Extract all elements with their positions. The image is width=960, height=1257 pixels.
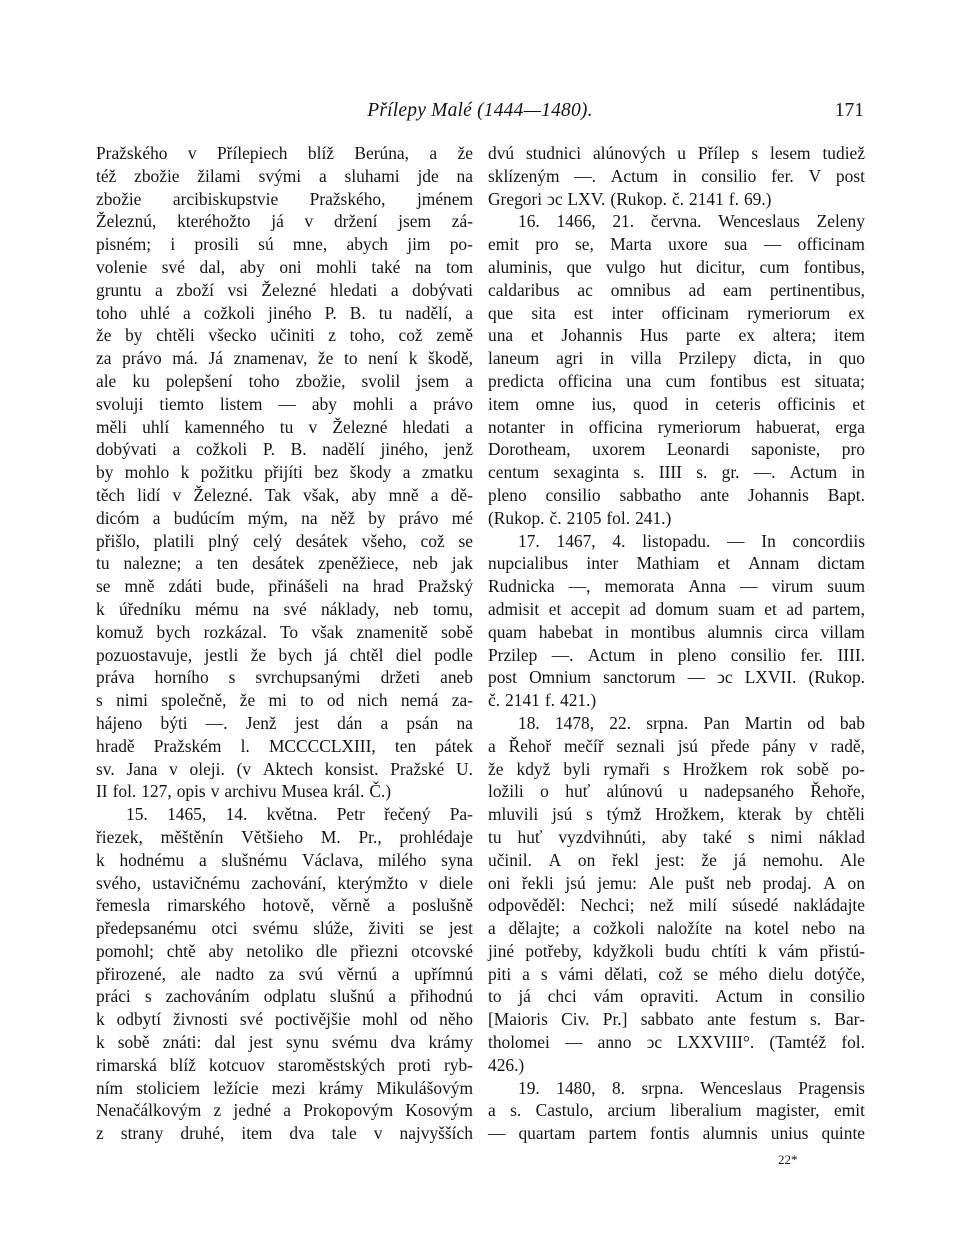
text-line: dvú studnici alúnových u Přílep s lesem tudiež bbox=[488, 143, 865, 163]
text-line: volenie své dal, aby oni mohli také na tom bbox=[96, 256, 473, 277]
text-line: tholomei — anno ↄc LXXVIII°. (Tamtéž fol. bbox=[488, 1032, 865, 1053]
text-line: una et Johannis Hus parte ex altera; item bbox=[488, 325, 865, 346]
text-line: by mohlo k požitku přijíti bez škody a zmatku bbox=[96, 462, 473, 483]
text-line: que sita est inter officinam rymeriorum ex bbox=[488, 302, 865, 323]
text-line: ale ku polepšení toho zbožie, svolil jsem a bbox=[96, 370, 473, 391]
text-line: nupcialibus inter Mathiam et Annam dictam bbox=[488, 553, 865, 574]
left-column bbox=[96, 142, 473, 1145]
text-line: s nimi společně, že mi to od nich nemá za- bbox=[96, 690, 473, 711]
text-line: odpověděl: Nechci; než milí súsedé nakládajte bbox=[488, 895, 865, 916]
text-line: Gregori ↄc LXV. (Rukop. č. 2141 f. 69.) bbox=[488, 188, 772, 209]
text-line: toho uhlé a cožkoli jiného P. B. tu nadělí, a bbox=[96, 302, 473, 323]
text-line: řiezek, měštěnín Většieho M. Pr., prohlédaje bbox=[96, 826, 473, 847]
text-line: těch lidí v Železné. Tak však, aby mně a dě- bbox=[96, 484, 473, 505]
text-line: učinil. A on řekl jest: že já nemohu. Ale bbox=[488, 849, 865, 870]
text-line: tu huť vyzdvihnúti, aby také s nimi náklad bbox=[488, 826, 865, 847]
text-line: k sobě znáti: dal jest synu svému dva krámy bbox=[96, 1032, 473, 1053]
text-line: 18. 1478, 22. srpna. Pan Martin od bab bbox=[518, 712, 865, 733]
text-line: 19. 1480, 8. srpna. Wenceslaus Pragensis bbox=[518, 1077, 865, 1098]
text-line: že by chtěli všecko učiniti z toho, což země bbox=[96, 325, 473, 346]
text-line: Rudnicka —, memorata Anna — virum suum bbox=[488, 576, 865, 597]
text-line: post Omnium sanctorum — ↄc LXVII. (Rukop. bbox=[488, 667, 865, 688]
text-line: 16. 1466, 21. června. Wenceslaus Zeleny bbox=[518, 211, 865, 232]
text-line: 426.) bbox=[488, 1054, 525, 1075]
text-line: přišlo, platili plný celý desátek všeho, což se bbox=[96, 530, 473, 551]
text-line: pleno consilio sabbatho ante Johannis Bapt. bbox=[488, 484, 865, 505]
text-line: laneum agri in villa Przilepy dicta, in quo bbox=[488, 348, 865, 369]
text-line: za právo má. Já znamenav, že to není k škodě, bbox=[96, 348, 473, 369]
text-line: 15. 1465, 14. května. Petr řečený Pa- bbox=[126, 804, 473, 825]
text-line: admisit et accepit ad domum suam et ad partem, bbox=[488, 598, 865, 619]
text-line: (Rukop. č. 2105 fol. 241.) bbox=[488, 507, 672, 528]
text-line: Przilep —. Actum in pleno consilio fer. IIII. bbox=[488, 644, 865, 665]
text-line: ním stoliciem ležície mezi krámy Mikulášovým bbox=[96, 1077, 473, 1098]
text-line: aluminis, que vulgo hut dicitur, cum fontibus, bbox=[488, 256, 865, 277]
text-line: quam habebat in montibus alumnis circa villam bbox=[488, 621, 865, 642]
text-line: Pražského v Přílepiech blíž Berúna, a že bbox=[96, 143, 473, 163]
text-line: ložili o huť alúnovú u nadepsaného Řehoře, bbox=[488, 781, 865, 802]
page-number: 171 bbox=[834, 100, 864, 121]
text-line: a s. Castulo, arcium liberalium magister, emit bbox=[488, 1100, 865, 1121]
text-line: emit pro se, Marta uxore sua — officinam bbox=[488, 234, 865, 255]
text-line: práva horního s svrchupsanými držeti aneb bbox=[96, 667, 473, 688]
text-line: hájeno býti —. Jenž jest dán a psán na bbox=[96, 712, 473, 733]
text-line: Železnú, kteréhožto já v držení jsem zá- bbox=[96, 211, 473, 232]
text-line: zbožie arcibiskupstvie Pražského, jménem bbox=[96, 188, 473, 209]
text-line: hradě Pražském l. MCCCCLXIII, ten pátek bbox=[96, 735, 473, 756]
text-line: dicóm a budúcím mým, na něž by právo mé bbox=[96, 507, 473, 528]
text-line: a Řehoř mečíř seznali jsú přede pány v radě, bbox=[488, 735, 865, 756]
text-line: jiné potřeby, kdyžkoli budu chtíti k vám přistú- bbox=[488, 940, 865, 961]
text-line: měli uhlí kamenného tu v Železné hledati a bbox=[96, 416, 473, 437]
text-line: též zbožie žilami svými a sluhami jde na bbox=[96, 165, 473, 186]
text-line: centum sexaginta s. IIII s. gr. —. Actum in bbox=[488, 462, 865, 483]
text-line: práci s zachováním odplatu slušnú a přihodnú bbox=[96, 986, 473, 1007]
text-line: k odbytí živnosti své poctivějšie mohl od něho bbox=[96, 1009, 473, 1030]
text-line: oni řekli jsú jemu: Ale pušt neb prodaj. A on bbox=[488, 872, 865, 893]
text-line: Nenačálkovým z jedné a Prokopovým Kosovým bbox=[96, 1100, 473, 1121]
text-line: sklízeným —. Actum in consilio fer. V post bbox=[488, 165, 865, 186]
running-head bbox=[0, 100, 960, 130]
text-line: pozuostavuje, jestli že bych já chtěl diel podle bbox=[96, 644, 473, 665]
right-column bbox=[488, 142, 865, 1145]
text-line: svoluji tiemto listem — aby mohli a právo bbox=[96, 393, 473, 414]
text-line: Dorotheam, uxorem Leonardi saponiste, pro bbox=[488, 439, 865, 460]
text-line: že když byli rymaři s Hrožkem rok sobě po- bbox=[488, 758, 865, 779]
text-line: č. 2141 f. 421.) bbox=[488, 690, 597, 711]
text-line: sv. Jana v oleji. (v Aktech konsist. Pražské U. bbox=[96, 758, 473, 779]
text-line: rimarská blíž kotcuov staroměstských proti ryb- bbox=[96, 1054, 473, 1075]
text-line: caldaribus ac omnibus ad eam pertinentibus, bbox=[488, 279, 865, 300]
running-title: Přílepy Malé (1444—1480). bbox=[367, 100, 593, 121]
text-line: přirozené, ale nadto za svú věrnú a upřímnú bbox=[96, 963, 473, 984]
text-line: — quartam partem fontis alumnis unius quinte bbox=[488, 1123, 865, 1144]
text-line: mluvili jsú s týmž Hrožkem, kterak by chtěli bbox=[488, 804, 865, 825]
text-line: [Maioris Civ. Pr.] sabbato ante festum s. Bar- bbox=[488, 1009, 865, 1030]
text-line: piti a s vámi dělati, což se mého dielu dotýče, bbox=[488, 963, 865, 984]
text-line: tu nalezne; a ten desátek zpeněžiece, neb jak bbox=[96, 553, 473, 574]
text-line: se mně zdáti bude, přinášeli na hrad Pražský bbox=[96, 576, 473, 597]
text-line: k úředníku mému na své náklady, neb tomu, bbox=[96, 598, 473, 619]
text-line: item omne ius, quod in ceteris officinis et bbox=[488, 393, 865, 414]
text-line: svého, ustavičnému zachování, kterýmžto v diele bbox=[96, 872, 473, 893]
text-line: předepsanému otci svému slúže, živiti se jest bbox=[96, 918, 473, 939]
text-line: predicta officina una cum fontibus est situata; bbox=[488, 370, 865, 391]
text-line: notanter in officina rymeriorum habuerat, erga bbox=[488, 416, 865, 437]
text-line: komuž bych rozkázal. To však znamenitě sobě bbox=[96, 621, 473, 642]
text-line: 17. 1467, 4. listopadu. — In concordiis bbox=[518, 530, 865, 551]
text-line: dobývati a cožkoli P. B. nadělí jiného, jenž bbox=[96, 439, 473, 460]
text-line: pomohl; chtě aby netoliko dle přiezni otcovské bbox=[96, 940, 473, 961]
text-line: řemesla rimarského hotově, věrně a poslušně bbox=[96, 895, 473, 916]
signature-mark: 22* bbox=[778, 1152, 798, 1167]
text-line: II fol. 127, opis v archivu Musea král. Č.) bbox=[96, 781, 392, 802]
text-line: a dělajte; a cožkoli naložíte na kotel nebo na bbox=[488, 918, 865, 939]
text-line: to já chci vám opraviti. Actum in consilio bbox=[488, 986, 865, 1007]
text-line: pisném; i prosili sú mne, abych jim po- bbox=[96, 234, 473, 255]
text-line: z strany druhé, item dva tale v najvyšších bbox=[96, 1123, 473, 1144]
text-line: k hodnému a slušnému Václava, milého syna bbox=[96, 849, 473, 870]
text-line: gruntu a zboží vsi Železné hledati a dobývati bbox=[96, 279, 473, 300]
